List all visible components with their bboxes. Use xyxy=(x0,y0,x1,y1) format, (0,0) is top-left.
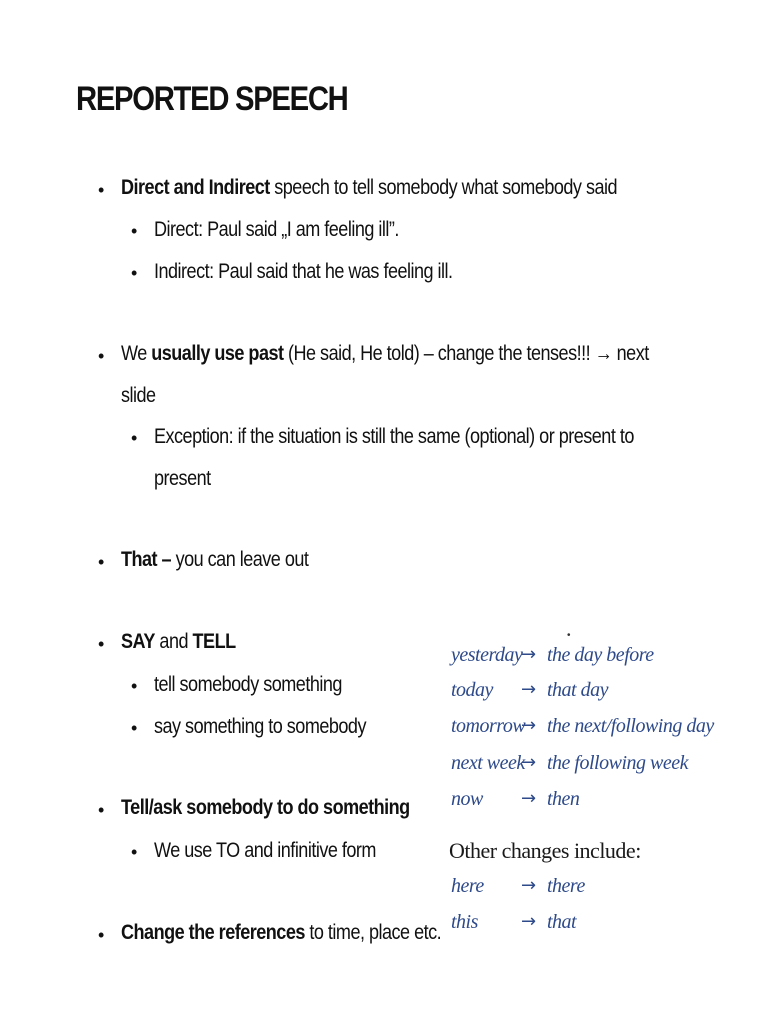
arrow-icon: → xyxy=(521,911,537,932)
slide-title: REPORTED SPEECH xyxy=(76,80,348,118)
row-to: there xyxy=(547,875,585,897)
row-to: then xyxy=(547,788,580,810)
row-to: the next/following day xyxy=(547,715,714,737)
bold-text: Tell/ask somebody to do something xyxy=(121,796,410,819)
text: you can leave out xyxy=(171,548,309,571)
row-from: today xyxy=(451,679,493,701)
row-from: yesterday xyxy=(451,644,523,666)
text: (He said, He told) – change the tenses!!! → next xyxy=(283,342,649,365)
bullet-usually-past-cont: slide xyxy=(121,384,156,407)
text: speech to tell somebody what somebody said xyxy=(269,176,618,199)
table-row xyxy=(443,715,713,745)
sub-bullet-exception-cont: present xyxy=(154,467,211,490)
bullet-dot: • xyxy=(98,800,105,820)
table-row xyxy=(443,788,713,818)
sub-bullet-tell: tell somebody something xyxy=(154,673,342,696)
table-row xyxy=(443,875,713,905)
bullet-say-tell xyxy=(121,630,236,654)
row-to: that day xyxy=(547,679,608,701)
sub-bullet-dot: • xyxy=(131,221,138,241)
table-row xyxy=(443,752,713,782)
row-to: the following week xyxy=(547,752,688,774)
row-from: next week xyxy=(451,752,525,774)
row-to: the day before xyxy=(547,644,654,666)
table-row xyxy=(443,644,713,674)
bullet-that xyxy=(121,548,308,572)
decorative-dot: • xyxy=(567,630,571,641)
bullet-dot: • xyxy=(98,925,105,945)
bullet-direct-indirect xyxy=(121,176,617,200)
table-row xyxy=(443,911,713,941)
text: We xyxy=(121,342,152,365)
arrow-icon: → xyxy=(521,644,537,665)
table-row xyxy=(443,679,713,709)
bullet-dot: • xyxy=(98,180,105,200)
row-from: this xyxy=(451,911,478,933)
sub-bullet-dot: • xyxy=(131,842,138,862)
arrow-icon: → xyxy=(521,752,537,773)
bold-text: Direct and Indirect xyxy=(121,176,270,199)
bullet-usually-past xyxy=(121,342,649,366)
sub-bullet-dot: • xyxy=(131,676,138,696)
sub-bullet-indirect: Indirect: Paul said that he was feeling ill. xyxy=(154,260,453,283)
arrow-icon: → xyxy=(521,679,537,700)
bullet-dot: • xyxy=(98,634,105,654)
bold-text: That – xyxy=(121,548,172,571)
row-from: now xyxy=(451,788,483,810)
row-to: that xyxy=(547,911,577,933)
sub-bullet-say: say something to somebody xyxy=(154,715,366,738)
text: to time, place etc. xyxy=(304,921,442,944)
bold-text: TELL xyxy=(192,630,236,653)
sub-bullet-dot: • xyxy=(131,428,138,448)
bullet-change-references xyxy=(121,921,441,945)
bold-text: SAY xyxy=(121,630,155,653)
sub-bullet-direct: Direct: Paul said „I am feeling ill”. xyxy=(154,218,399,241)
bold-text: Change the references xyxy=(121,921,305,944)
arrow-icon: → xyxy=(521,875,537,896)
sub-bullet-to-infinitive: We use TO and infinitive form xyxy=(154,839,376,862)
row-from: tomorrow xyxy=(451,715,526,737)
other-changes-heading: Other changes include: xyxy=(449,838,641,863)
row-from: here xyxy=(451,875,484,897)
text: and xyxy=(154,630,193,653)
arrow-icon: → xyxy=(521,788,537,809)
bold-text: usually use past xyxy=(151,342,284,365)
arrow-icon: → xyxy=(521,715,537,736)
time-reference-table xyxy=(443,628,713,946)
sub-bullet-exception: Exception: if the situation is still the same (optional) or present to xyxy=(154,425,634,448)
bullet-dot: • xyxy=(98,346,105,366)
bullet-dot: • xyxy=(98,552,105,572)
sub-bullet-dot: • xyxy=(131,263,138,283)
bullet-tell-ask xyxy=(121,796,410,820)
sub-bullet-dot: • xyxy=(131,718,138,738)
